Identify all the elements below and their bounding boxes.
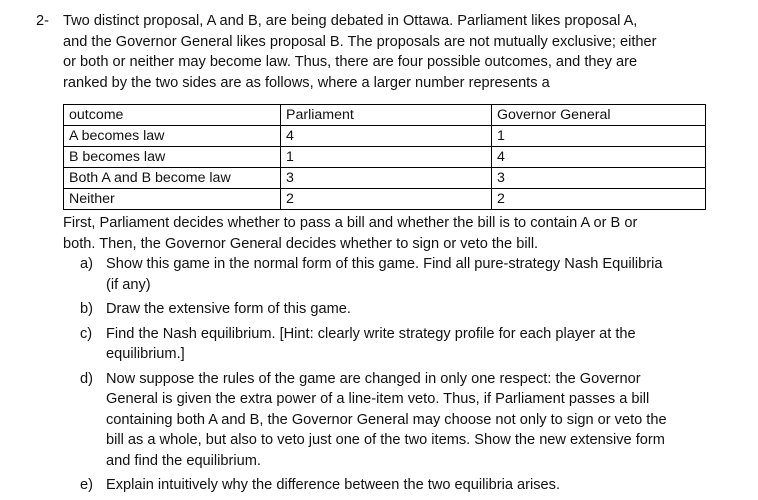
outcome-ranking-table [63,104,706,210]
subquestion-line: and find the equilibrium. [106,452,261,469]
intro-line: ranked by the two sides are as follows, where a larger number represents a [63,74,550,91]
subquestion-b [80,299,740,320]
subquestion-label: c) [80,325,93,342]
subquestion-line: Find the Nash equilibrium. [Hint: clearly write strategy profile for each player at the [106,325,636,342]
subquestion-label: e) [80,477,93,493]
table-header-cell: outcome [64,105,281,126]
table-cell: 1 [492,126,706,147]
subquestion-line: bill as a whole, but also to veto just one of the two items. Show the new extensive form [106,432,665,448]
subquestion-line: Draw the extensive form of this game. [106,301,351,317]
table-cell: 4 [281,126,492,147]
question-setup-text [63,213,723,254]
subquestion-line: containing both A and B, the Governor General may choose not only to sign or veto the [106,411,667,428]
table-cell: 4 [492,147,706,168]
subquestion-line: General is given the extra power of a line-item veto. Thus, if Parliament passes a bill [106,391,650,407]
intro-line: or both or neither may become law. Thus, there are four possible outcomes, and they are [63,54,638,70]
subquestion-label: a) [80,256,93,272]
subquestion-d [80,369,740,472]
table-cell: Neither [64,189,281,210]
subquestion-line: equilibrium.] [106,346,185,362]
subquestion-e [80,475,740,496]
table-cell: Both A and B become law [64,168,281,189]
setup-line: both. Then, the Governor General decides whether to sign or veto the bill. [63,235,539,252]
subquestion-line: Show this game in the normal form of this game. Find all pure-strategy Nash Equilibria [106,256,663,272]
subquestion-list [80,254,740,500]
table-cell: 2 [281,189,492,210]
table-header-cell: Parliament [281,105,492,126]
table-cell: 2 [492,189,706,210]
subquestion-line: Now suppose the rules of the game are changed in only one respect: the Governor [106,370,641,387]
table-cell: B becomes law [64,147,281,168]
table-row [64,189,706,210]
table-row [64,168,706,189]
table-row [64,126,706,147]
question-number: 2- [36,13,49,29]
table-cell: A becomes law [64,126,281,147]
table-header-cell: Governor General [492,105,706,126]
intro-line: and the Governor General likes proposal B. The proposals are not mutually exclusive; either [63,33,657,50]
table-cell: 3 [281,168,492,189]
table-header-row [64,105,706,126]
subquestion-line: Explain intuitively why the difference between the two equilibria arises. [106,477,561,493]
subquestion-label: b) [80,301,93,317]
setup-line: First, Parliament decides whether to pass a bill and whether the bill is to contain A or B or [63,215,638,231]
subquestion-label: d) [80,370,93,387]
table-cell: 3 [492,168,706,189]
table-cell: 1 [281,147,492,168]
subquestion-line: (if any) [106,276,151,293]
table-row [64,147,706,168]
question-intro [63,11,713,93]
subquestion-a [80,254,740,295]
intro-line: Two distinct proposal, A and B, are being debated in Ottawa. Parliament likes proposal A, [63,13,638,29]
subquestion-c [80,324,740,365]
